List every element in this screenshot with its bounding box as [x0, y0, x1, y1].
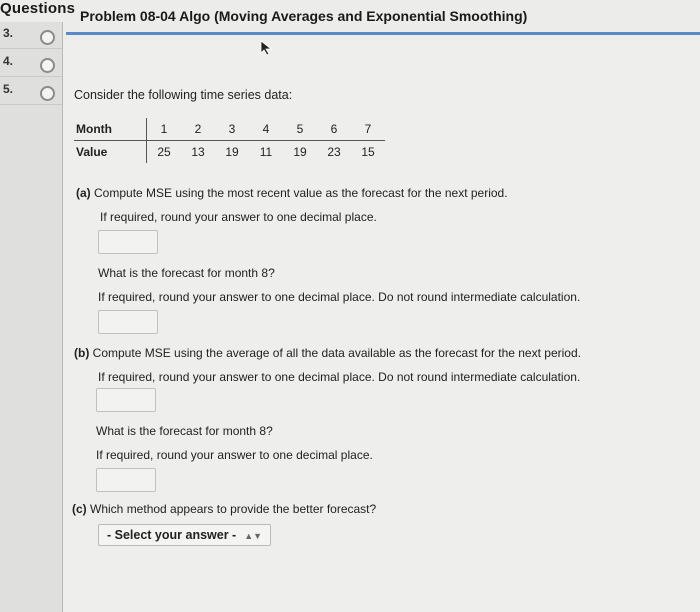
part-a-label: (a) — [76, 186, 91, 200]
value-cell: 25 — [157, 145, 171, 159]
month-cell: 7 — [351, 118, 385, 141]
part-a-forecast-question: What is the forecast for month 8? — [98, 266, 275, 280]
question-item[interactable] — [0, 78, 62, 105]
question-status-radio[interactable] — [40, 86, 55, 101]
part-c-label: (c) — [72, 502, 87, 516]
part-b-forecast-question: What is the forecast for month 8? — [96, 424, 273, 438]
part-c-question — [72, 502, 376, 516]
month-cell: 3 — [215, 118, 249, 141]
part-a-forecast-input[interactable] — [98, 310, 158, 334]
select-value: - Select your answer - — [107, 528, 237, 542]
intro-text: Consider the following time series data: — [74, 88, 293, 102]
part-a-round-note: If required, round your answer to one decimal place. — [100, 210, 377, 224]
question-list — [0, 22, 63, 612]
month-cell: 6 — [317, 118, 351, 141]
part-b-forecast-note: If required, round your answer to one decimal place. — [96, 448, 373, 462]
value-cell: 19 — [225, 145, 239, 159]
part-b-question — [74, 346, 581, 360]
part-a-forecast-note: If required, round your answer to one decimal place. Do not round intermediate calculation. — [98, 290, 581, 304]
part-b-forecast-input[interactable] — [96, 468, 156, 492]
part-b-round-note: If required, round your answer to one decimal place. Do not round intermediate calculation. — [98, 370, 581, 384]
top-bar — [0, 0, 700, 40]
mouse-cursor-icon — [260, 40, 274, 56]
question-item[interactable] — [0, 22, 62, 49]
part-c-answer-select[interactable] — [98, 524, 271, 546]
question-number: 3. — [3, 26, 14, 40]
problem-title: Problem 08-04 Algo (Moving Averages and Exponential Smoothing) — [80, 8, 528, 24]
part-b-mse-input[interactable] — [96, 388, 156, 412]
time-series-table — [74, 118, 385, 163]
question-item[interactable] — [0, 50, 62, 77]
value-cell: 15 — [361, 145, 375, 159]
part-a-text: Compute MSE using the most recent value as the forecast for the next period. — [94, 186, 508, 200]
part-b-label: (b) — [74, 346, 90, 360]
questions-label: Questions — [0, 0, 76, 17]
value-header: Value — [74, 141, 147, 164]
value-cell: 13 — [191, 145, 205, 159]
month-cell: 4 — [249, 118, 283, 141]
month-cell: 2 — [181, 118, 215, 141]
part-c-text: Which method appears to provide the better forecast? — [90, 502, 377, 516]
question-status-radio[interactable] — [40, 30, 55, 45]
month-cell: 1 — [147, 118, 182, 141]
value-cell: 23 — [327, 145, 341, 159]
part-a-mse-input[interactable] — [98, 230, 158, 254]
month-cell: 5 — [283, 118, 317, 141]
question-status-radio[interactable] — [40, 58, 55, 73]
part-b-text: Compute MSE using the average of all the data available as the forecast for the next period. — [92, 346, 581, 360]
question-number: 5. — [3, 82, 14, 96]
month-header: Month — [74, 118, 147, 141]
month-row — [74, 118, 385, 141]
value-cell: 19 — [293, 145, 307, 159]
select-arrows-icon: ▲▼ — [244, 531, 263, 541]
value-cell: 11 — [259, 145, 273, 159]
part-a-question — [76, 186, 508, 200]
value-row — [74, 141, 385, 164]
question-number: 4. — [3, 54, 14, 68]
title-underline — [66, 32, 700, 35]
